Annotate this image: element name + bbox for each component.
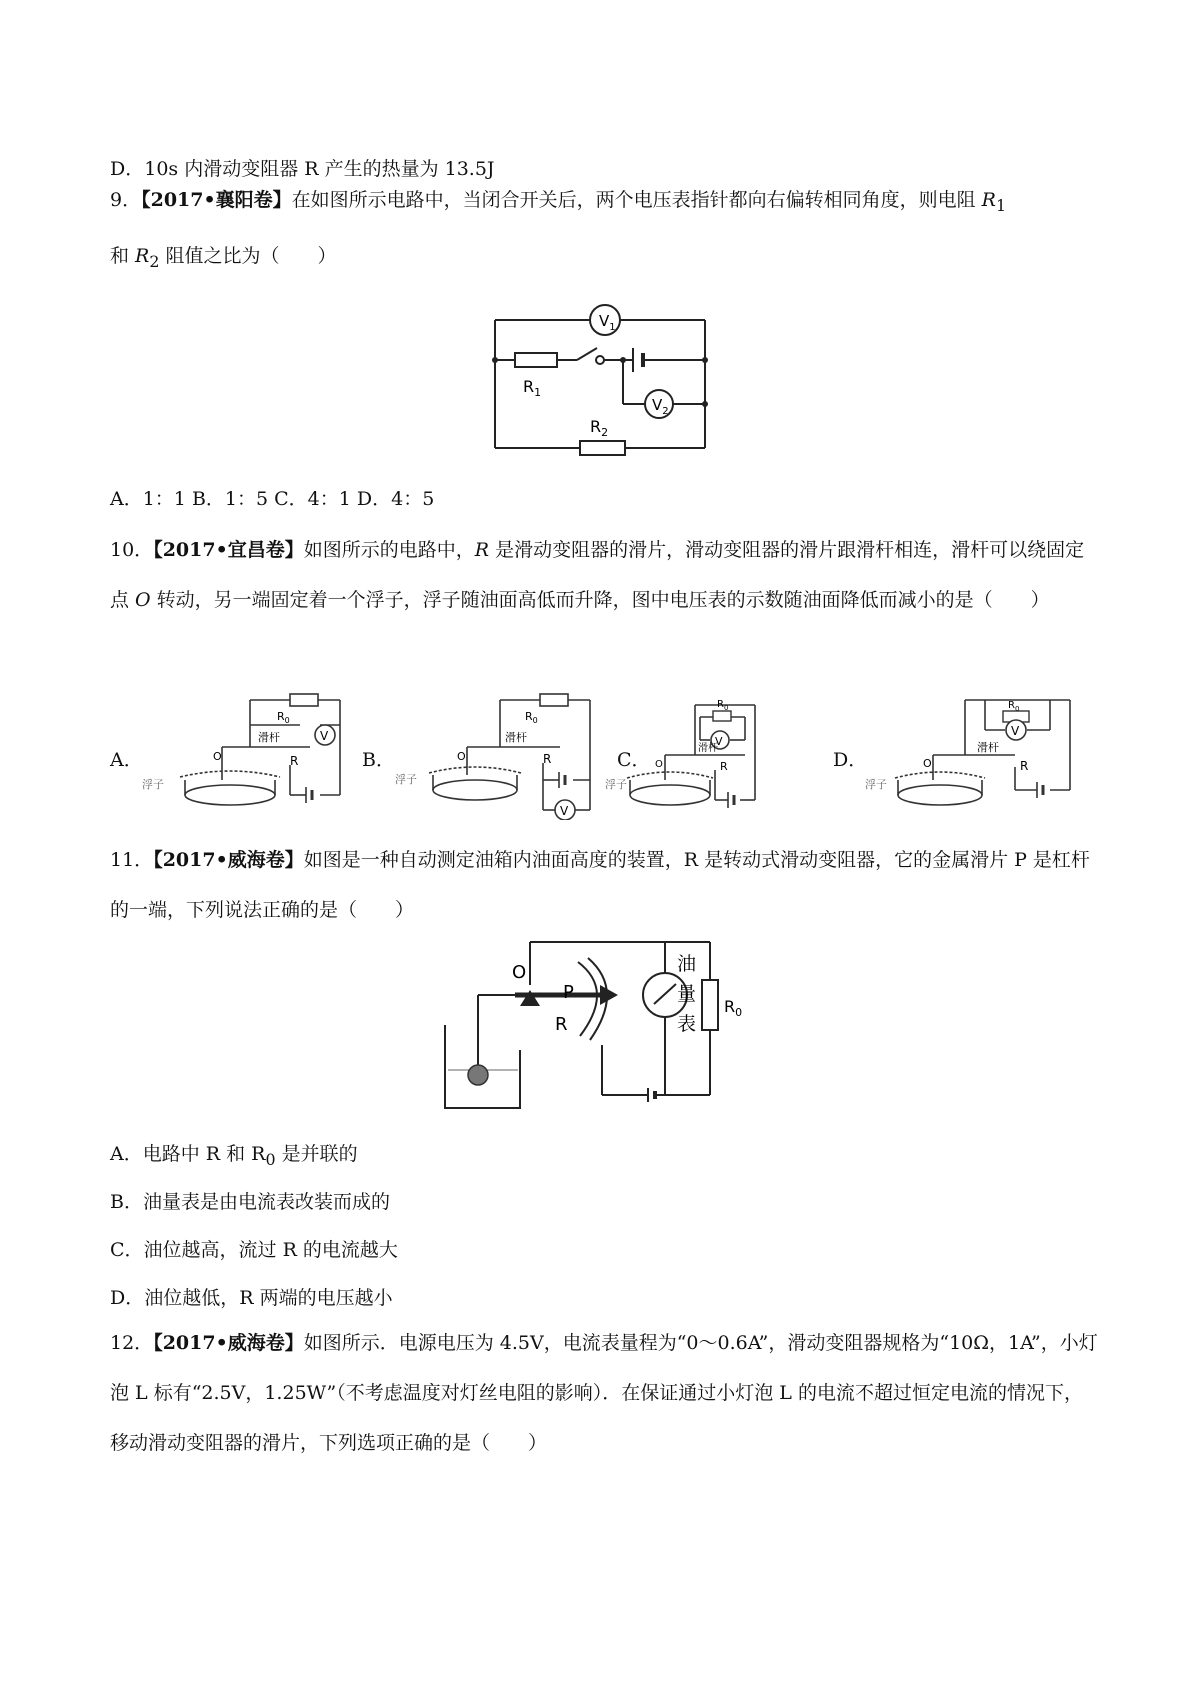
svg-text:R: R <box>290 754 299 768</box>
fulcrum-icon <box>520 990 540 1006</box>
svg-text:滑杆: 滑杆 <box>698 743 718 754</box>
q10-figure-a <box>140 685 355 820</box>
svg-text:R0: $R_0$ <box>277 710 290 725</box>
svg-text:滑杆: 滑杆 <box>505 731 527 744</box>
svg-text:油: 油 <box>677 953 697 975</box>
q10-option-a-label: A． <box>110 749 143 771</box>
svg-text:表: 表 <box>677 1013 697 1035</box>
q11-stem: 11．【2017•威海卷】如图是一种自动测定油箱内油面高度的装置，R 是转动式滑动变阻器，它的金属滑片 P 是杠杆的一端，下列说法正确的是（ ） <box>110 849 1090 921</box>
svg-text:O: O <box>655 759 663 770</box>
svg-text:V: V <box>1011 724 1020 738</box>
r2-label: $R_2$ <box>590 417 609 439</box>
svg-text:R: R <box>555 1014 568 1035</box>
q9-stem: 9．【2017•襄阳卷】在如图所示电路中，当闭合开关后，两个电压表指针都向右偏转相同角度，则电阻 $R_1$ 和 $R_2$ 阻值之比为（ ） <box>110 189 1007 271</box>
q9-options: A．1：1 B．1：5 C．4：1 D．4：5 <box>110 488 435 510</box>
svg-text:浮子: 浮子 <box>865 778 887 791</box>
q11-option-a: A．电路中 R 和 $R_0$ 是并联的 <box>110 1143 358 1169</box>
q12-stem: 12．【2017•威海卷】如图所示．电源电压为 4.5V，电流表量程为“0～0.6A”，滑动变阻器规格为“10Ω，1A”，小灯泡 L 标有“2.5V，1.25W”（不考虑温度对灯丝电阻的影响）．在保证通过小灯泡 L 的电流不超过恒定电流的情况下，移动滑动变阻器的滑片，下列选项正确的是（ ） <box>110 1332 1098 1454</box>
svg-text:R0: $R_0$ <box>1008 700 1020 713</box>
q11-option-b: B．油量表是由电流表改装而成的 <box>110 1191 390 1213</box>
svg-text:V: V <box>560 804 569 818</box>
svg-text:R0: $R_0$ <box>717 699 729 712</box>
svg-text:O: O <box>213 750 222 763</box>
svg-text:量: 量 <box>677 983 697 1005</box>
float-ball-icon <box>468 1065 488 1085</box>
svg-text:R0: $R_0$ <box>724 997 743 1019</box>
svg-text:O: O <box>923 757 932 770</box>
q8-option-d: D．10s 内滑动变阻器 R 产生的热量为 13.5J <box>110 158 495 180</box>
svg-text:V: V <box>715 735 723 748</box>
svg-text:浮子: 浮子 <box>142 778 164 791</box>
q10-option-d-label: D． <box>833 749 868 771</box>
q9-circuit-figure <box>485 300 715 460</box>
v1-label: $V_1$ <box>599 312 616 333</box>
svg-text:滑杆: 滑杆 <box>258 731 280 744</box>
svg-text:浮子: 浮子 <box>395 773 417 786</box>
q10-figure-d <box>865 685 1090 820</box>
q11-option-d: D．油位越低，R 两端的电压越小 <box>110 1287 393 1309</box>
q10-stem: 10．【2017•宜昌卷】如图所示的电路中，R 是滑动变阻器的滑片，滑动变阻器的滑片跟滑杆相连，滑杆可以绕固定点 O 转动，另一端固定着一个浮子，浮子随油面高低而升降，图中电压表的示数随油面降低而减小的是（ ） <box>110 539 1085 611</box>
q11-oil-gauge-figure <box>440 940 770 1115</box>
r1-label: $R_1$ <box>523 377 542 399</box>
svg-text:R: R <box>543 752 552 766</box>
q10-figure-c <box>605 685 820 820</box>
q10-figure-b <box>395 685 610 820</box>
svg-text:V: V <box>320 729 329 743</box>
svg-text:O: O <box>512 962 527 983</box>
svg-text:R: R <box>720 760 728 773</box>
svg-text:浮子: 浮子 <box>605 778 627 791</box>
q10-option-c-label: C． <box>617 749 651 771</box>
svg-text:P: P <box>563 982 574 1003</box>
q11-option-c: C．油位越高，流过 R 的电流越大 <box>110 1239 398 1261</box>
q10-option-b-label: B． <box>362 749 395 771</box>
svg-text:R: R <box>1020 759 1029 773</box>
svg-text:滑杆: 滑杆 <box>977 741 999 754</box>
svg-text:R0: $R_0$ <box>525 710 538 725</box>
v2-label: $V_2$ <box>652 396 669 417</box>
svg-text:O: O <box>457 750 466 763</box>
